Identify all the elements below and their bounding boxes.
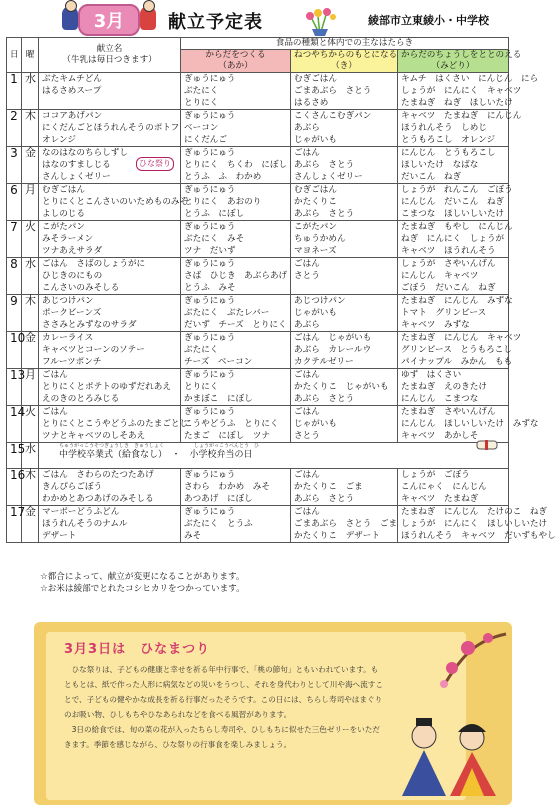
menu-cell: [39, 184, 189, 221]
day-cell: 17: [7, 506, 22, 543]
menu-cell-line: はなのすましじる: [42, 160, 111, 170]
group-yellow-title: ねつやちからのもとになる: [294, 50, 398, 60]
special-ruby: ちゅうがっこうそつぎょうしき きゅうしょく しょうがっこうべんとう ひ: [59, 443, 260, 449]
day-cell: 15: [7, 443, 22, 469]
day-cell: 6: [7, 184, 22, 221]
weekday-cell: 月: [22, 184, 39, 221]
menu-cell-line: ひじきのにもの: [42, 271, 103, 281]
menu-cell-line: フルーツポンチ: [42, 357, 102, 367]
red-food-cell: [181, 469, 291, 506]
menu-row: [7, 469, 509, 506]
menu-cell-line: ぶたキムチどん: [42, 74, 102, 84]
menu-cell: [39, 295, 181, 332]
menu-cell-line: ささみとみずなのサラダ: [42, 320, 137, 330]
group-yellow-sub: （き）: [331, 61, 357, 71]
red-food-cell-line: とりにく ちくわ にぼし: [184, 160, 288, 170]
menu-row: [7, 110, 509, 147]
yellow-food-cell-line: マヨネーズ: [294, 246, 337, 256]
yellow-food-cell-line: かたくりこ じゃがいも: [294, 382, 389, 392]
red-food-cell-line: チーズ ベーコン: [184, 357, 253, 367]
red-food-cell-line: にくだんご: [184, 135, 227, 145]
green-food-cell: [398, 73, 539, 110]
weekday-cell: 金: [22, 332, 39, 369]
red-food-cell-line: ぎゅうにゅう: [184, 370, 236, 380]
menu-row: [7, 258, 509, 295]
menu-row: [7, 406, 509, 443]
school-name: 綾部市立東綾小・中学校: [368, 14, 489, 27]
menu-row: [7, 73, 509, 110]
menu-table: [6, 37, 556, 543]
yellow-food-cell-line: あぶら さとう: [294, 494, 355, 504]
green-food-cell-line: パイナップル みかん もも: [401, 357, 513, 367]
day-cell: 14: [7, 406, 22, 443]
green-food-cell-line: キャベツ たまねぎ にんじん: [401, 111, 522, 121]
menu-cell: [39, 73, 181, 110]
yellow-food-cell-line: ちゅうかめん: [294, 234, 346, 244]
menu-row: [7, 221, 509, 258]
menu-cell: [39, 369, 181, 406]
panel-paragraph: ひな祭りは、子どもの健康と幸せを祈る年中行事で、「桃の節句」ともいわれています。もともとは、紙で作った人形に病気などの災いをうつし、それを身代わりとして川や海へ流すことで、子どもの健やかな成長を祈る行事だったそうです。この日には、ちらし寿司やはまぐりのお吸い物、ひしもちやひなあられなどを食べる風習があります。: [64, 665, 383, 719]
green-food-cell-line: キャベツ たまねぎ: [401, 494, 479, 504]
yellow-food-cell-line: あぶら さとう: [294, 209, 355, 219]
green-food-cell-line: にんじん とうもろこし: [401, 148, 496, 158]
yellow-food-cell-line: ごはん: [294, 470, 320, 480]
yellow-food-cell-line: ごはん: [294, 148, 320, 158]
weekday-cell: 火: [22, 221, 39, 258]
green-food-cell-line: たまねぎ にんじん たけのこ ねぎ: [401, 507, 548, 517]
green-food-cell-line: にんじん だいこん ねぎ: [401, 197, 505, 207]
menu-cell-line: こがたパン: [42, 222, 85, 232]
note-line: ☆お米は綾部でとれたコシヒカリをつかっています。: [40, 584, 245, 594]
green-food-cell-line: グリンピース とうもろこし: [401, 345, 512, 355]
green-food-cell: [398, 295, 513, 332]
menu-row: [7, 369, 509, 406]
green-food-cell-line: にんじん キャベツ: [401, 271, 479, 281]
red-food-cell-line: ぎゅうにゅう: [184, 296, 236, 306]
menu-cell-line: ツナとキャベツのしそあえ: [42, 431, 146, 441]
menu-row: [7, 443, 509, 469]
special-day-cell: [39, 443, 509, 469]
group-header-red: [181, 50, 291, 73]
yellow-food-cell-line: じゃがいも: [294, 308, 337, 318]
yellow-food-cell: [291, 506, 398, 543]
menu-cell: [39, 258, 181, 295]
graduation-certificate-icon: [475, 435, 499, 455]
red-food-cell-line: ぎゅうにゅう: [184, 470, 236, 480]
menu-cell-line: ごはん さばのしょうがに: [42, 259, 146, 269]
notes: [40, 571, 245, 595]
menu-cell-line: みそラーメン: [42, 234, 94, 244]
green-food-cell-line: ごぼう だいこん ねぎ: [401, 283, 496, 293]
red-food-cell: [181, 258, 291, 295]
green-food-cell: [398, 469, 509, 506]
red-food-cell-line: だいず チーズ とりにく: [184, 320, 287, 330]
panel-text: [64, 662, 384, 752]
panel-paragraph: 3日の給食では、旬の菜の花が入ったちらし寿司や、ひしもちに似せた三色ゼリーをいただきます。季節を感じながら、ひな祭りの行事食を楽しみましょう。: [64, 725, 381, 749]
red-food-cell: [181, 406, 291, 443]
red-food-cell-line: とうふ みそ: [184, 283, 236, 293]
yellow-food-cell-line: さとう: [294, 431, 320, 441]
green-food-cell: [398, 258, 509, 295]
green-food-cell-line: にんじん こまつな: [401, 394, 479, 404]
yellow-food-cell-line: じゃがいも: [294, 419, 337, 429]
weekday-cell: 月: [22, 369, 39, 406]
green-food-cell: [398, 110, 522, 147]
menu-cell-line: あじつけパン: [42, 296, 94, 306]
plum-branch-icon: [406, 626, 506, 696]
red-food-cell-line: ぎゅうにゅう: [184, 259, 236, 269]
green-food-cell-line: キャベツ ほうれんそう: [401, 246, 496, 256]
yellow-food-cell: [291, 184, 398, 221]
menu-cell-line: ごはん: [42, 370, 68, 380]
green-food-cell-line: だいこん ねぎ: [401, 172, 462, 182]
menu-cell-line: ココアあげパン: [42, 111, 103, 121]
red-food-cell: [181, 332, 291, 369]
weekday-cell: 木: [22, 295, 39, 332]
green-food-cell-line: ゆず はくさい: [401, 370, 462, 380]
menu-row: [7, 295, 509, 332]
yellow-food-cell-line: あぶら さとう: [294, 160, 355, 170]
weekday-cell: 水: [22, 73, 39, 110]
menu-cell-line: さんしょくゼリー: [42, 172, 111, 182]
menu-row: [7, 332, 509, 369]
yellow-food-cell-line: かたくりこ デザート: [294, 531, 380, 541]
yellow-food-cell-line: かたくりこ ごま: [294, 482, 363, 492]
yellow-food-cell: [291, 295, 398, 332]
yellow-food-cell-line: あじつけパン: [294, 296, 346, 306]
yellow-food-cell-line: ごはん: [294, 259, 320, 269]
yellow-food-cell-line: ごまあぶら さとう ごま: [294, 519, 398, 529]
menu-cell-line: とりにくとポテトのゆずだれあえ: [42, 382, 171, 392]
menu-cell-line: とりにくとこうやどうふのたまごとじ: [42, 419, 189, 429]
yellow-food-cell-line: かたくりこ: [294, 197, 337, 207]
yellow-food-cell-line: はるさめ: [294, 98, 329, 108]
yellow-food-cell-line: あぶら カレールウ: [294, 345, 372, 355]
menu-header-note: （牛乳は毎日つきます）: [62, 55, 157, 65]
flower-arrangement-icon: [300, 3, 340, 37]
red-food-cell-line: ツナ だいず: [184, 246, 236, 256]
group-red-sub: （あか）: [218, 61, 253, 71]
red-food-cell-line: ぎゅうにゅう: [184, 507, 236, 517]
menu-cell: [39, 332, 181, 369]
red-food-cell-line: さば ひじき あぶらあげ: [184, 271, 288, 281]
menu-cell-line: キャベツとコーンのソテー: [42, 345, 145, 355]
green-food-cell-line: ほうれんそう キャベツ だいずもやし: [401, 531, 556, 541]
menu-cell-line: デザート: [42, 531, 77, 541]
green-food-cell: [398, 221, 513, 258]
yellow-food-cell-line: じゃがいも: [294, 135, 337, 145]
yellow-food-cell: [291, 73, 398, 110]
menu-cell-line: きんぴらごぼう: [42, 482, 103, 492]
weekday-cell: 火: [22, 406, 39, 443]
group-green-title: からだのちょうしをととのえる: [401, 50, 522, 60]
hinamatsuri-badge: ひな祭り: [136, 157, 174, 171]
yellow-food-cell-line: さんしょくゼリー: [294, 172, 363, 182]
menu-cell-line: よしのじる: [42, 209, 85, 219]
green-food-cell-line: しょうが ごぼう: [401, 470, 470, 480]
yellow-food-cell-line: あぶら: [294, 123, 320, 133]
panel-title: 3月3日は ひなまつり: [64, 642, 211, 657]
yellow-food-cell-line: カクテルゼリー: [294, 357, 354, 367]
red-food-cell-line: とうふ ふ わかめ: [184, 172, 262, 182]
menu-cell: [39, 506, 181, 543]
menu-cell-line: ごはん さわらのたつたあげ: [42, 470, 154, 480]
red-food-cell-line: さわら わかめ みそ: [184, 482, 270, 492]
red-food-cell: [181, 110, 291, 147]
red-food-cell-line: とりにく: [184, 382, 219, 392]
page-title: 献立予定表: [168, 12, 263, 33]
weekday-cell: 水: [22, 443, 39, 469]
day-cell: 9: [7, 295, 22, 332]
yellow-food-cell-line: むぎごはん: [294, 185, 337, 195]
red-food-cell: [181, 73, 291, 110]
green-food-cell: [398, 506, 556, 543]
hinamatsuri-panel: [34, 622, 512, 805]
hina-doll-girl-icon: [140, 6, 156, 30]
weekday-cell: 金: [22, 506, 39, 543]
green-food-cell: [398, 184, 513, 221]
weekday-cell: 金: [22, 147, 39, 184]
day-cell: 8: [7, 258, 22, 295]
red-food-cell-line: ぶたにく: [184, 86, 219, 96]
menu-cell-line: にくだんごとほうれんそうのポトフ: [42, 123, 180, 133]
menu-cell-line: えのきのとろみじる: [42, 394, 120, 404]
yellow-food-cell: [291, 332, 398, 369]
yellow-food-cell: [291, 221, 398, 258]
note-line: ☆都合によって、献立が変更になることがあります。: [40, 572, 245, 582]
green-food-cell-line: たまねぎ えのきたけ: [401, 382, 487, 392]
menu-table-body: [7, 72, 556, 543]
red-food-cell-line: とりにく あおのり: [184, 197, 262, 207]
menu-cell: [39, 221, 181, 258]
menu-cell-line: ほうれんそうのナムル: [42, 519, 128, 529]
red-food-cell-line: ぎゅうにゅう: [184, 185, 236, 195]
red-food-cell: [181, 147, 291, 184]
weekday-cell: 水: [22, 258, 39, 295]
day-cell: 3: [7, 147, 22, 184]
menu-header-label: 献立名: [96, 44, 123, 54]
page-header: [0, 0, 513, 40]
red-food-cell-line: ぎゅうにゅう: [184, 407, 236, 417]
red-food-cell-line: ぶたにく: [184, 345, 219, 355]
menu-cell-line: とりにくとこんさいのいためものみそ: [42, 197, 189, 207]
green-food-cell-line: ほうれんそう しめじ: [401, 123, 487, 133]
green-food-cell-line: キャベツ あかしそ: [401, 431, 479, 441]
day-cell: 2: [7, 110, 22, 147]
group-header: 食品の種類と体内での主なはたらき: [181, 38, 509, 50]
menu-cell-line: ごはん: [42, 407, 68, 417]
column-header-menu: [39, 38, 181, 73]
yellow-food-cell-line: ごはん: [294, 507, 320, 517]
red-food-cell-line: たまご にぼし ツナ: [184, 431, 270, 441]
red-food-cell-line: ぶたにく とうふ: [184, 519, 253, 529]
day-cell: 13: [7, 369, 22, 406]
green-food-cell-line: たまねぎ にんじん みずな: [401, 296, 513, 306]
menu-cell-line: ポークビーンズ: [42, 308, 102, 318]
red-food-cell: [181, 184, 291, 221]
yellow-food-cell-line: こくさんこむぎパン: [294, 111, 372, 121]
menu-row: [7, 506, 509, 543]
green-food-cell-line: しょうが にんにく キャベツ: [401, 86, 522, 96]
red-food-cell: [181, 221, 291, 258]
green-food-cell: [398, 332, 522, 369]
red-food-cell: [181, 506, 291, 543]
yellow-food-cell: [291, 469, 398, 506]
column-header-day: 日: [7, 38, 22, 73]
menu-cell: [39, 110, 181, 147]
menu-row: [7, 184, 509, 221]
hina-dolls-icon: [394, 710, 504, 800]
menu-cell-line: カレーライス: [42, 333, 94, 343]
green-food-cell-line: とうもろこし オレンジ: [401, 135, 496, 145]
green-food-cell-line: キムチ はくさい にんじん にら: [401, 74, 539, 84]
red-food-cell-line: こうやどうふ とりにく: [184, 419, 279, 429]
red-food-cell-line: とうふ にぼし: [184, 209, 245, 219]
yellow-food-cell-line: むぎごはん: [294, 74, 337, 84]
yellow-food-cell: [291, 147, 398, 184]
red-food-cell-line: あつあげ にぼし: [184, 494, 253, 504]
day-cell: 10: [7, 332, 22, 369]
yellow-food-cell-line: ごまあぶら さとう: [294, 86, 372, 96]
green-food-cell-line: ねぎ にんにく しょうが: [401, 234, 505, 244]
menu-cell-line: オレンジ: [42, 135, 76, 145]
group-green-sub: （みどり）: [431, 61, 475, 71]
green-food-cell-line: たまねぎ さやいんげん: [401, 407, 496, 417]
menu-cell-line: マーボーどうふどん: [42, 507, 120, 517]
red-food-cell-line: ぶたにく みそ: [184, 234, 245, 244]
hina-doll-boy-icon: [62, 6, 78, 30]
yellow-food-cell-line: ごはん じゃがいも: [294, 333, 372, 343]
day-cell: 1: [7, 73, 22, 110]
red-food-cell: [181, 295, 291, 332]
yellow-food-cell: [291, 110, 398, 147]
red-food-cell-line: かまぼこ にぼし: [184, 394, 253, 404]
menu-row: [7, 147, 509, 184]
green-food-cell-line: たまねぎ もやし にんじん: [401, 222, 513, 232]
green-food-cell-line: しょうが にんにく ほしいしいたけ: [401, 519, 548, 529]
red-food-cell-line: ぎゅうにゅう: [184, 74, 236, 84]
green-food-cell: [398, 369, 509, 406]
red-food-cell: [181, 369, 291, 406]
group-header-yellow: [291, 50, 398, 73]
red-food-cell-line: ぎゅうにゅう: [184, 222, 236, 232]
green-food-cell: [398, 147, 509, 184]
green-food-cell-line: こまつな ほしいしいたけ: [401, 209, 505, 219]
green-food-cell-line: にんじん ほしいしいたけ みずな: [401, 419, 539, 429]
menu-cell: [39, 469, 181, 506]
red-food-cell-line: とりにく: [184, 98, 219, 108]
green-food-cell-line: たまねぎ ねぎ ほしいたけ: [401, 98, 513, 108]
menu-cell-line: ツナあえサラダ: [42, 246, 103, 256]
group-header-green: [398, 50, 522, 73]
weekday-cell: 木: [22, 110, 39, 147]
red-food-cell-line: みそ: [184, 531, 202, 541]
green-food-cell-line: ほしいたけ なばな: [401, 160, 479, 170]
red-food-cell-line: ベーコン: [184, 123, 219, 133]
menu-cell-line: むぎごはん: [42, 185, 85, 195]
yellow-food-cell: [291, 258, 398, 295]
yellow-food-cell-line: さとう: [294, 271, 320, 281]
day-cell: 16: [7, 469, 22, 506]
menu-cell: [39, 406, 189, 443]
menu-cell-line: こんさいのみそしる: [42, 283, 120, 293]
column-header-weekday: 曜: [22, 38, 39, 73]
red-food-cell-line: ぶたにく ぶたレバー: [184, 308, 270, 318]
yellow-food-cell-line: ごはん: [294, 370, 320, 380]
menu-cell: [39, 147, 181, 184]
weekday-cell: 木: [22, 469, 39, 506]
special-text: 中学校卒業式（給食なし） ・ 小学校弁当の日: [59, 450, 253, 460]
green-food-cell-line: トマト グリンピース: [401, 308, 487, 318]
yellow-food-cell-line: ごはん: [294, 407, 320, 417]
red-food-cell-line: ぎゅうにゅう: [184, 333, 236, 343]
menu-cell-line: なのはなのちらしずし: [42, 148, 128, 158]
month-badge: 3月: [78, 4, 140, 36]
group-red-title: からだをつくる: [205, 50, 266, 60]
yellow-food-cell-line: こがたパン: [294, 222, 337, 232]
green-food-cell-line: しょうが さやいんげん: [401, 259, 496, 269]
green-food-cell-line: キャベツ みずな: [401, 320, 470, 330]
green-food-cell-line: たまねぎ にんじん キャベツ: [401, 333, 522, 343]
yellow-food-cell: [291, 406, 398, 443]
yellow-food-cell: [291, 369, 398, 406]
yellow-food-cell-line: あぶら: [294, 320, 320, 330]
menu-cell-line: わかめとあつあげのみそしる: [42, 494, 154, 504]
red-food-cell-line: ぎゅうにゅう: [184, 111, 236, 121]
green-food-cell-line: こんにゃく にんじん: [401, 482, 487, 492]
green-food-cell-line: しょうが れんこん ごぼう: [401, 185, 513, 195]
day-cell: 7: [7, 221, 22, 258]
red-food-cell-line: ぎゅうにゅう: [184, 148, 236, 158]
yellow-food-cell-line: あぶら さとう: [294, 394, 355, 404]
menu-cell-line: はるさめスープ: [42, 86, 102, 96]
